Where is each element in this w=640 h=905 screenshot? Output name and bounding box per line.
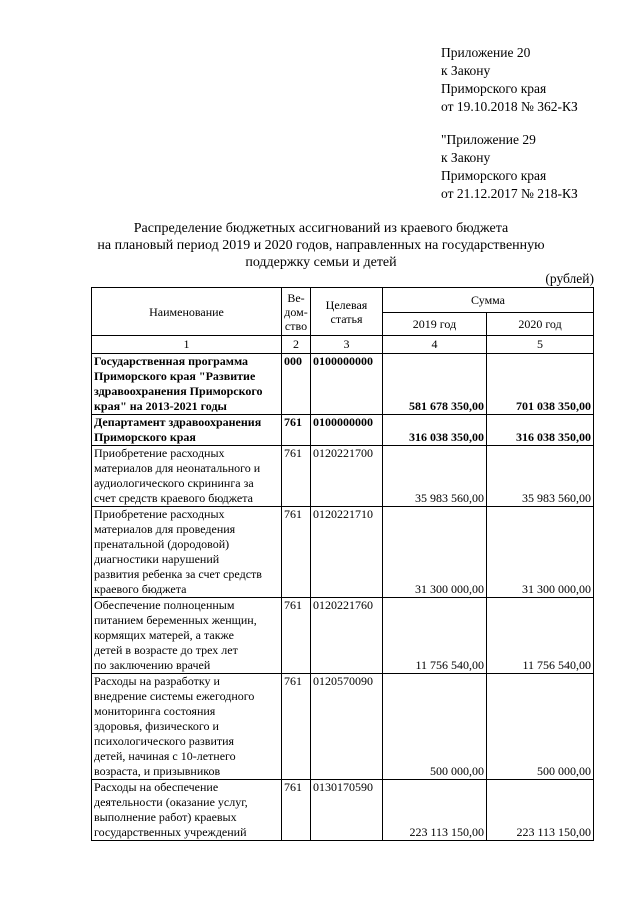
row-name-line: аудиологического скрининга за bbox=[94, 476, 254, 490]
row-name-line: Приморского края bbox=[94, 430, 196, 444]
appendix-line: к Закону bbox=[441, 63, 491, 78]
row-name-line: диагностики нарушений bbox=[94, 552, 220, 566]
header-sum: Сумма bbox=[383, 288, 594, 313]
row-name bbox=[92, 780, 282, 841]
header-department: Ве- дом- ство bbox=[282, 288, 311, 336]
header-target-article: Целевая статья bbox=[311, 288, 383, 336]
title-line: Распределение бюджетных ассигнований из краевого бюджета bbox=[133, 221, 509, 236]
header-year-2020: 2020 год bbox=[487, 313, 594, 336]
row-department: 761 bbox=[282, 415, 311, 446]
row-name bbox=[92, 674, 282, 780]
header-name: Наименование bbox=[92, 288, 282, 336]
row-name bbox=[92, 507, 282, 598]
header-row bbox=[92, 288, 594, 313]
row-sum-2019: 223 113 150,00 bbox=[383, 780, 487, 841]
row-name-line: Расходы на разработку и bbox=[94, 674, 220, 688]
row-name-line: развития ребенка за счет средств bbox=[94, 567, 262, 581]
row-department: 761 bbox=[282, 446, 311, 507]
row-sum-2020: 35 983 560,00 bbox=[487, 446, 594, 507]
appendix-line: Приморского края bbox=[441, 81, 547, 96]
table-row bbox=[92, 446, 594, 507]
appendix-line: Приложение 20 bbox=[441, 45, 531, 60]
row-sum-2020: 31 300 000,00 bbox=[487, 507, 594, 598]
row-name-line: Расходы на обеспечение bbox=[94, 780, 219, 794]
row-name-line: психологического развития bbox=[94, 734, 235, 748]
row-sum-2019: 581 678 350,00 bbox=[383, 354, 487, 415]
column-number: 5 bbox=[487, 336, 594, 354]
table-row bbox=[92, 598, 594, 674]
row-name bbox=[92, 598, 282, 674]
row-name-line: внедрение системы ежегодного bbox=[94, 689, 255, 703]
row-department: 761 bbox=[282, 674, 311, 780]
row-sum-2020: 701 038 350,00 bbox=[487, 354, 594, 415]
column-number: 2 bbox=[282, 336, 311, 354]
table-row bbox=[92, 780, 594, 841]
row-name-line: выполнение работ) краевых bbox=[94, 810, 237, 824]
row-target-article: 0100000000 bbox=[311, 354, 383, 415]
row-department: 761 bbox=[282, 780, 311, 841]
row-target-article: 0120221700 bbox=[311, 446, 383, 507]
row-sum-2019: 316 038 350,00 bbox=[383, 415, 487, 446]
header-year-2019: 2019 год bbox=[383, 313, 487, 336]
row-sum-2019: 35 983 560,00 bbox=[383, 446, 487, 507]
appendix-line: от 19.10.2018 № 362-КЗ bbox=[441, 99, 578, 114]
table-row bbox=[92, 674, 594, 780]
row-name-line: государственных учреждений bbox=[94, 825, 247, 839]
row-sum-2019: 11 756 540,00 bbox=[383, 598, 487, 674]
appendix-line: к Закону bbox=[441, 150, 491, 165]
title-line: на плановый период 2019 и 2020 годов, направленных на государственную bbox=[97, 238, 545, 253]
row-name bbox=[92, 354, 282, 415]
table-row bbox=[92, 507, 594, 598]
appendix-line: Приморского края bbox=[441, 168, 547, 183]
row-name bbox=[92, 446, 282, 507]
row-name-line: деятельности (оказание услуг, bbox=[94, 795, 248, 809]
row-name-line: пренатальной (дородовой) bbox=[94, 537, 230, 551]
appendix-line: от 21.12.2017 № 218-КЗ bbox=[441, 186, 578, 201]
row-name-line: Государственная программа bbox=[94, 354, 249, 368]
row-sum-2019: 500 000,00 bbox=[383, 674, 487, 780]
row-name-line: мониторинга состояния bbox=[94, 704, 216, 718]
row-department: 761 bbox=[282, 507, 311, 598]
table-row bbox=[92, 415, 594, 446]
row-name-line: возраста, и призывников bbox=[94, 764, 221, 778]
row-name-line: материалов для неонатального и bbox=[94, 461, 261, 475]
row-target-article: 0130170590 bbox=[311, 780, 383, 841]
row-name-line: здоровья, физического и bbox=[94, 719, 219, 733]
row-name-line: края" на 2013-2021 годы bbox=[94, 399, 227, 413]
row-name-line: детей, начиная с 10-летнего bbox=[94, 749, 236, 763]
document-title bbox=[80, 220, 562, 271]
row-name-line: детей в возрасте до трех лет bbox=[94, 643, 238, 657]
row-sum-2020: 11 756 540,00 bbox=[487, 598, 594, 674]
row-name-line: Приобретение расходных bbox=[94, 507, 225, 521]
row-name-line: по заключению врачей bbox=[94, 658, 211, 672]
appendix-current-reference bbox=[441, 44, 578, 116]
row-sum-2020: 223 113 150,00 bbox=[487, 780, 594, 841]
row-sum-2020: 316 038 350,00 bbox=[487, 415, 594, 446]
row-target-article: 0100000000 bbox=[311, 415, 383, 446]
row-target-article: 0120221760 bbox=[311, 598, 383, 674]
row-name-line: краевого бюджета bbox=[94, 582, 187, 596]
row-name bbox=[92, 415, 282, 446]
row-department: 000 bbox=[282, 354, 311, 415]
budget-table bbox=[91, 287, 594, 841]
appendix-original-reference bbox=[441, 131, 578, 203]
row-department: 761 bbox=[282, 598, 311, 674]
row-target-article: 0120570090 bbox=[311, 674, 383, 780]
row-sum-2020: 500 000,00 bbox=[487, 674, 594, 780]
column-number: 4 bbox=[383, 336, 487, 354]
row-name-line: кормящих матерей, а также bbox=[94, 628, 234, 642]
row-name-line: здравоохранения Приморского bbox=[94, 384, 263, 398]
units-label: (рублей) bbox=[545, 271, 594, 286]
table-row bbox=[92, 354, 594, 415]
column-number: 1 bbox=[92, 336, 282, 354]
column-numbers-row bbox=[92, 336, 594, 354]
row-name-line: питанием беременных женщин, bbox=[94, 613, 257, 627]
row-name-line: Приобретение расходных bbox=[94, 446, 225, 460]
title-line: поддержку семьи и детей bbox=[245, 255, 397, 270]
row-name-line: Приморского края "Развитие bbox=[94, 369, 256, 383]
row-name-line: материалов для проведения bbox=[94, 522, 236, 536]
row-name-line: Обеспечение полноценным bbox=[94, 598, 235, 612]
appendix-line: "Приложение 29 bbox=[441, 132, 536, 147]
row-name-line: Департамент здравоохранения bbox=[94, 415, 262, 429]
row-sum-2019: 31 300 000,00 bbox=[383, 507, 487, 598]
row-name-line: счет средств краевого бюджета bbox=[94, 491, 253, 505]
column-number: 3 bbox=[311, 336, 383, 354]
row-target-article: 0120221710 bbox=[311, 507, 383, 598]
